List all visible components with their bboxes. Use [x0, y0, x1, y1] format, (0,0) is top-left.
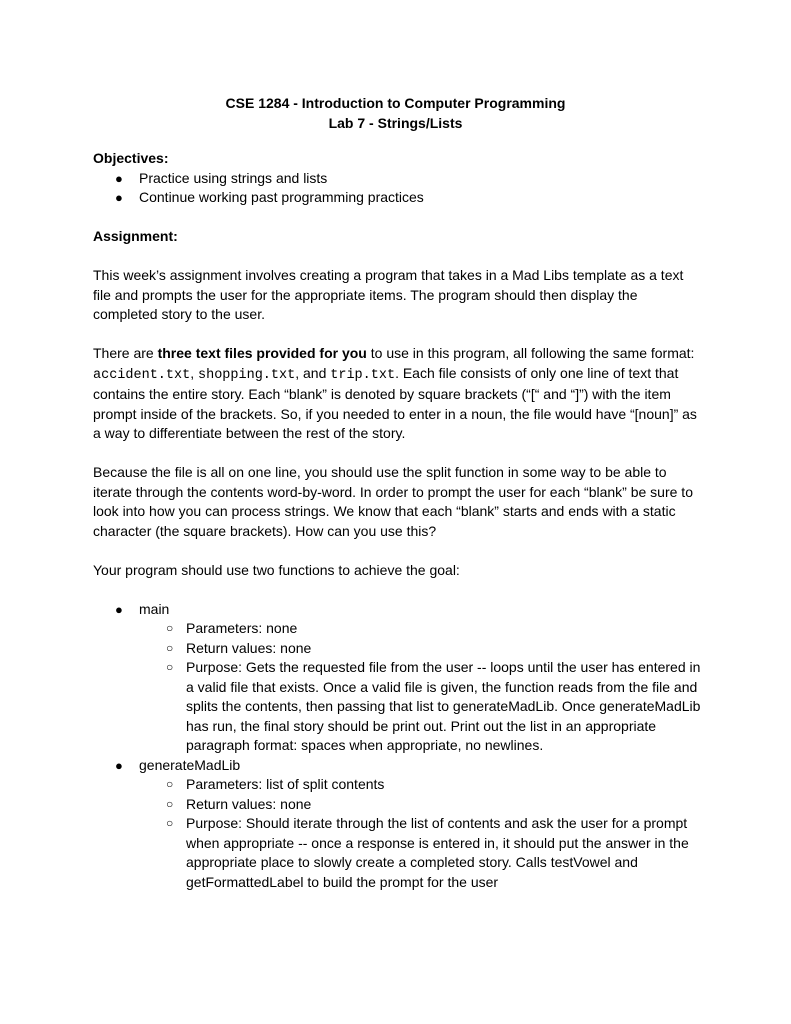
function-item-main — [93, 600, 703, 756]
circle-bullet-icon: ○ — [166, 640, 174, 655]
function-detail — [139, 658, 703, 756]
detail-text: Parameters: none — [186, 620, 298, 636]
objectives-list — [93, 169, 703, 208]
detail-text: Parameters: list of split contents — [186, 776, 385, 792]
detail-text: Return values: none — [186, 639, 312, 656]
function-item-generatemadlib — [93, 756, 703, 893]
filename-accident: accident.txt — [93, 367, 191, 383]
function-name: main — [139, 600, 170, 617]
document-header — [0, 93, 791, 133]
para2-text-c: , — [190, 364, 198, 381]
detail-text: Purpose: Gets the requested file from the user -- loops until the user has entered in a valid file that exists. Once a valid file is given, the function reads from the file and splits the contents, then passing that list to generateMadLib. Once generateMadLib has run, the final story should be print out. Print out the list in an appropriate paragraph format: spaces when appropriate, no newlines. — [186, 659, 701, 753]
bullet-icon: ● — [115, 601, 123, 617]
function-detail — [139, 795, 703, 815]
lab-title: Lab 7 - Strings/Lists — [328, 115, 463, 131]
function-details-list — [139, 619, 703, 756]
para2-text-a: There are — [93, 345, 158, 361]
bullet-icon: ● — [115, 190, 123, 205]
objective-item — [93, 188, 703, 208]
function-detail — [139, 639, 703, 659]
circle-bullet-icon: ○ — [166, 796, 174, 811]
assignment-paragraph-2 — [93, 344, 703, 444]
bullet-icon: ● — [115, 170, 123, 186]
filename-shopping: shopping.txt — [198, 367, 296, 383]
function-details-list — [139, 775, 703, 892]
objective-text: Practice using strings and lists — [139, 169, 328, 186]
filename-trip: trip.txt — [330, 367, 396, 383]
para2-text-b: to use in this program, all following the same format: — [366, 345, 695, 361]
function-name: generateMadLib — [139, 756, 241, 773]
functions-list — [93, 600, 703, 893]
detail-text: Purpose: Should iterate through the list of contents and ask the user for a prompt when appropriate -- once a response is entered in, it should put the answer in the appropriate place to slowly create a completed story. Calls testVowel and getFormattedLabel to build the prompt for the user — [186, 815, 689, 890]
para2-text-d: , and — [295, 364, 331, 381]
function-detail — [139, 775, 703, 795]
circle-bullet-icon: ○ — [166, 816, 174, 830]
circle-bullet-icon: ○ — [166, 621, 174, 635]
para2-bold-text: three text files provided for you — [157, 345, 367, 361]
document-body — [93, 149, 703, 892]
circle-bullet-icon: ○ — [166, 660, 174, 674]
assignment-heading: Assignment: — [93, 228, 178, 244]
function-detail — [139, 619, 703, 639]
course-title: CSE 1284 - Introduction to Computer Programming — [225, 95, 566, 111]
objectives-heading: Objectives: — [93, 150, 169, 166]
circle-bullet-icon: ○ — [166, 777, 174, 791]
para2-text-e: . Each file consists of only one line of text that contains the entire story. Each “blank” is denoted by square brackets (“[“ and “]”) with the item prompt inside of the brackets. So, if you needed to enter in a noun, the file would have “[noun]” as a way to differentiate between the rest of the story. — [93, 364, 697, 441]
objective-item — [93, 169, 703, 189]
objective-text: Continue working past programming practices — [139, 189, 424, 205]
bullet-icon: ● — [115, 757, 123, 773]
function-detail — [139, 814, 703, 892]
assignment-paragraph-4: Your program should use two functions to achieve the goal: — [93, 561, 460, 578]
assignment-paragraph-1: This week’s assignment involves creating a program that takes in a Mad Libs template as a text file and prompts the user for the appropriate items. The program should then display the completed story to the user. — [93, 267, 684, 322]
assignment-paragraph-3: Because the file is all on one line, you should use the split function in some way to be able to iterate through the contents word-by-word. In order to prompt the user for each “blank” be sure to look into how you can process strings. We know that each “blank” starts and ends with a static character (the square brackets). How can you use this? — [93, 464, 693, 539]
detail-text: Return values: none — [186, 795, 312, 812]
